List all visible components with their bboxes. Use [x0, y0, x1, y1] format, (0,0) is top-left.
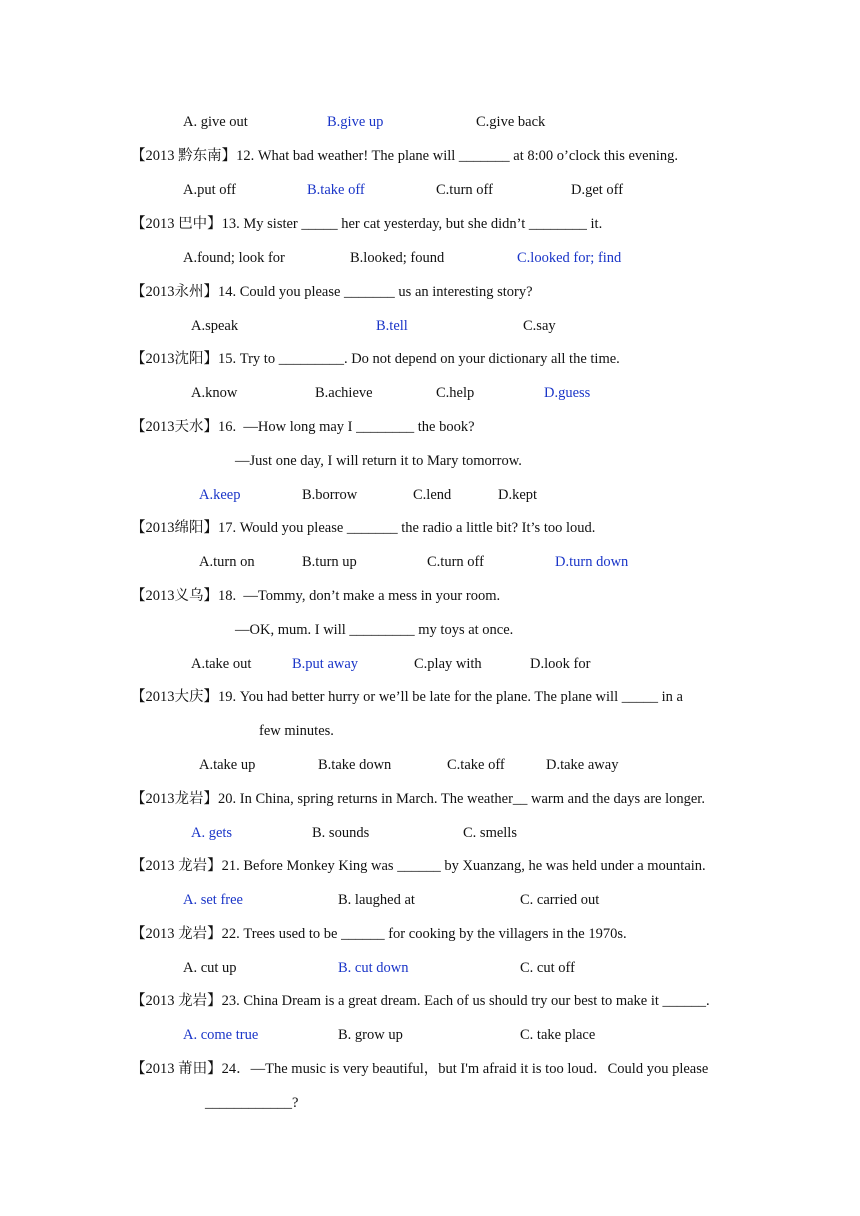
option-a: A.found; look for — [183, 250, 285, 266]
question-23 — [131, 992, 710, 1010]
question-text: 12. What bad weather! The plane will _______ at 8:00 o’clock this evening. — [236, 148, 678, 164]
option-b: B. laughed at — [338, 892, 415, 908]
option-b: B.looked; found — [350, 250, 445, 266]
option-b-answer: B.put away — [292, 656, 359, 672]
option-a-answer: A.keep — [199, 487, 241, 503]
option-a-answer: A. come true — [183, 1027, 259, 1043]
option-a-answer: A. set free — [183, 892, 243, 908]
question-21 — [131, 857, 706, 875]
question-text: 16. —How long may I ________ the book? — [218, 419, 475, 435]
option-c: C.turn off — [427, 554, 484, 570]
question-18-line-2: —OK, mum. I will _________ my toys at once. — [235, 622, 514, 638]
source-tag: 【2013天水】 — [131, 419, 218, 435]
option-a-answer: A. gets — [191, 825, 233, 841]
question-22 — [131, 925, 627, 943]
option-c: C.give back — [476, 114, 546, 130]
question-16-line-2: —Just one day, I will return it to Mary tomorrow. — [235, 453, 522, 469]
option-b: B.take down — [318, 757, 392, 773]
question-text: 22. Trees used to be ______ for cooking by the villagers in the 1970s. — [221, 926, 627, 942]
source-tag: 【2013 黔东南】 — [131, 148, 237, 164]
option-b-answer: B.take off — [307, 182, 365, 198]
question-text: 20. In China, spring returns in March. The weather__ warm and the days are longer. — [218, 791, 705, 807]
question-24-line-2: ____________? — [205, 1095, 299, 1111]
source-tag: 【2013 巴中】 — [131, 216, 222, 232]
source-tag: 【2013永州】 — [131, 284, 218, 300]
option-a: A.speak — [191, 318, 239, 334]
option-c: C.play with — [414, 656, 482, 672]
option-d-answer: D.turn down — [555, 554, 629, 570]
option-c: C.say — [523, 318, 556, 334]
question-18 — [131, 587, 500, 605]
source-tag: 【2013 龙岩】 — [131, 993, 222, 1009]
option-d: D.look for — [530, 656, 591, 672]
question-24 — [131, 1060, 708, 1078]
option-c: C.take off — [447, 757, 505, 773]
option-a: A.put off — [183, 182, 236, 198]
question-text: 18. —Tommy, don’t make a mess in your room. — [218, 588, 501, 604]
option-a: A. give out — [183, 114, 248, 130]
question-text: 15. Try to _________. Do not depend on your dictionary all the time. — [218, 351, 620, 367]
option-b: B.achieve — [315, 385, 373, 401]
option-b: B. grow up — [338, 1027, 403, 1043]
source-tag: 【2013龙岩】 — [131, 791, 218, 807]
source-tag: 【2013沈阳】 — [131, 351, 218, 367]
question-15 — [131, 350, 620, 368]
question-text: 19. You had better hurry or we’ll be late for the plane. The plane will _____ in a — [218, 689, 683, 705]
option-b: B. sounds — [312, 825, 370, 841]
source-tag: 【2013 莆田】 — [131, 1061, 222, 1077]
question-17 — [131, 519, 595, 537]
option-c: C. carried out — [520, 892, 600, 908]
option-c: C. take place — [520, 1027, 596, 1043]
option-b-answer: B.give up — [327, 114, 384, 130]
option-b: B.borrow — [302, 487, 358, 503]
option-d: D.take away — [546, 757, 619, 773]
option-a: A.take up — [199, 757, 256, 773]
option-d-answer: D.guess — [544, 385, 591, 401]
question-text: 21. Before Monkey King was ______ by Xuanzang, he was held under a mountain. — [221, 858, 706, 874]
question-text: 14. Could you please _______ us an interesting story? — [218, 284, 533, 300]
option-d: D.kept — [498, 487, 538, 503]
question-12 — [131, 147, 678, 165]
option-b: B.turn up — [302, 554, 357, 570]
question-20 — [131, 790, 705, 808]
option-b-answer: B.tell — [376, 318, 408, 334]
option-c-answer: C.looked for; find — [517, 250, 622, 266]
question-text: 24．—The music is very beautiful，but I'm afraid it is too loud．Could you please — [221, 1061, 709, 1077]
source-tag: 【2013绵阳】 — [131, 520, 218, 536]
option-c: C.turn off — [436, 182, 493, 198]
source-tag: 【2013大庆】 — [131, 689, 218, 705]
source-tag: 【2013 龙岩】 — [131, 926, 222, 942]
question-13 — [131, 215, 602, 233]
question-19-line-2: few minutes. — [259, 723, 334, 739]
option-c: C. cut off — [520, 960, 575, 976]
source-tag: 【2013义乌】 — [131, 588, 218, 604]
question-text: 23. China Dream is a great dream. Each of us should try our best to make it ______. — [221, 993, 710, 1009]
option-a: A.know — [191, 385, 238, 401]
option-a: A.turn on — [199, 554, 255, 570]
option-d: D.get off — [571, 182, 624, 198]
question-14 — [131, 283, 533, 301]
option-c: C.help — [436, 385, 475, 401]
question-text: 17. Would you please _______ the radio a little bit? It’s too loud. — [218, 520, 596, 536]
option-c: C. smells — [463, 825, 517, 841]
source-tag: 【2013 龙岩】 — [131, 858, 222, 874]
option-b-answer: B. cut down — [338, 960, 409, 976]
option-c: C.lend — [413, 487, 452, 503]
question-text: 13. My sister _____ her cat yesterday, but she didn’t ________ it. — [221, 216, 603, 232]
option-a: A.take out — [191, 656, 252, 672]
question-19 — [131, 688, 683, 706]
option-a: A. cut up — [183, 960, 237, 976]
question-16 — [131, 418, 475, 436]
